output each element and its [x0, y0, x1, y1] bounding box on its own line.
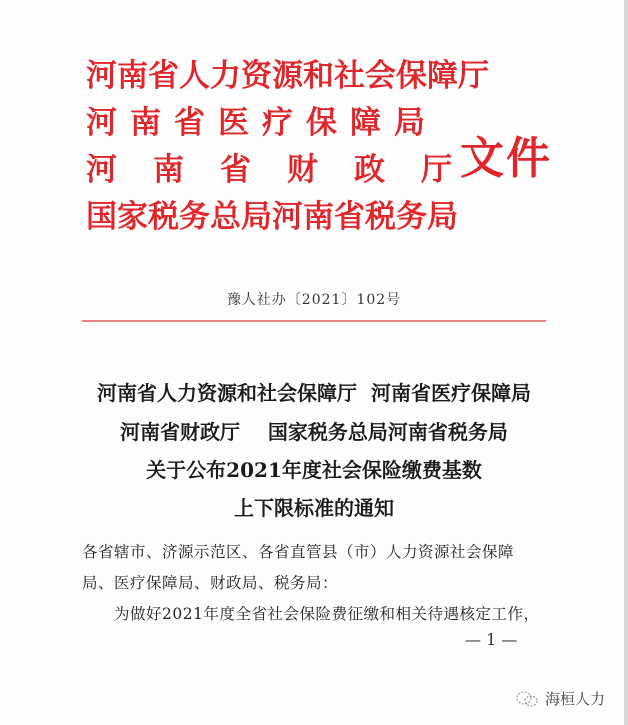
- issuer-4: 国家税务总局河南省税务局: [86, 199, 458, 235]
- title-line-1: 河南省人力资源和社会保障厅 河南省医疗保障局: [97, 381, 531, 405]
- issuer-3-text: 河南省财政厅: [86, 152, 488, 188]
- wechat-icon: [515, 690, 539, 708]
- issuer-3: [86, 151, 488, 189]
- issuer-1: 河南省人力资源和社会保障厅: [86, 58, 489, 94]
- issuer-2-text: 河南省医疗保障局: [86, 105, 438, 141]
- watermark: [515, 688, 605, 709]
- watermark-text: 海桓人力: [545, 690, 606, 708]
- body-line-2: 局、医疗保障局、财政局、税务局：: [82, 574, 339, 592]
- body-line-1: 各省辖市、济源示范区、各省直管县（市）人力资源社会保障: [82, 543, 515, 561]
- page-number: — 1 —: [465, 630, 518, 649]
- issuer-2: [86, 104, 446, 142]
- title-line-3: 关于公布2021年度社会保险缴费基数: [146, 458, 482, 482]
- doc-type-label: 文件: [460, 133, 552, 184]
- document-number: 豫人社办〔2021〕102号: [226, 292, 402, 308]
- red-divider: [82, 320, 546, 322]
- title-line-2: 河南省财政厅 国家税务总局河南省税务局: [120, 420, 508, 444]
- title-line-4: 上下限标准的通知: [234, 496, 394, 520]
- body-line-3: 为做好2021年度全省社会保险费征缴和相关待遇核定工作，: [114, 605, 540, 623]
